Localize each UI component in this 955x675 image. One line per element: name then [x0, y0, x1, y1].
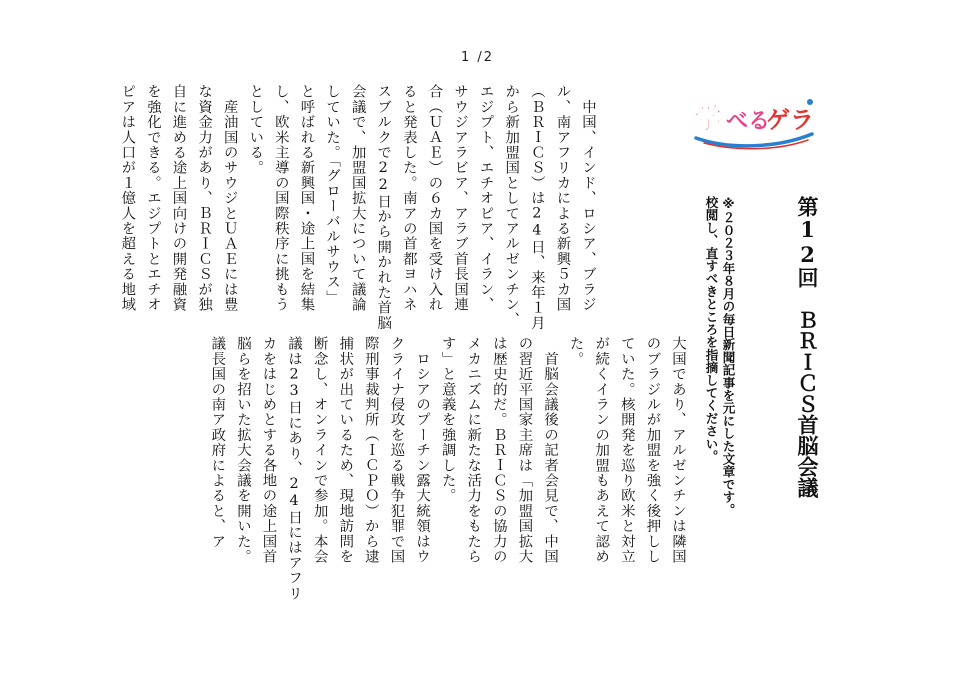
article-line: としている。	[247, 84, 264, 176]
page-number: 1 /2	[460, 50, 495, 65]
article-line: ロシアのプーチン露大統領はウ	[414, 336, 431, 564]
article-line: メカニズムに新たな活力をもたら	[465, 336, 482, 564]
article-line: 際刑事裁判所（ＩＣＰＯ）から逮	[362, 336, 379, 564]
article-line: 捕状が出ているため、現地訪問を	[337, 336, 354, 564]
article-line: す」と意義を強調した。	[439, 336, 456, 504]
article-line: を強化できる。エジプトとエチオ	[144, 84, 161, 312]
article-line: た。	[567, 336, 584, 367]
article-line: 首脳会議後の記者会見で、中国	[542, 336, 559, 564]
article-line: な資金力があり、ＢＲＩＣＳが独	[196, 84, 213, 312]
article-line: 産油国のサウジとＵＡＥには豊	[221, 84, 238, 312]
manaberu-gera-logo	[690, 88, 820, 152]
article-line: 会議で、加盟国拡大について議論	[349, 84, 366, 312]
article-line: 大国であり、アルゼンチンは隣国	[670, 336, 686, 564]
instruction-line: ※２０２３年８月の毎日新聞記事を元にした文章です。	[721, 196, 736, 516]
logo-char-2: べる	[726, 109, 771, 134]
article-line: クライナ侵攻を巡る戦争犯罪で国	[388, 336, 405, 564]
article-line: エジプト、エチオピア、イラン、	[477, 84, 494, 312]
article-line: が続くイランの加盟もあえて認め	[593, 336, 610, 564]
article-line: ピアは人口が１億人を超える地域	[119, 84, 136, 312]
article-line: 議長国の南ア政府によると、ア	[209, 336, 226, 549]
article-line: 中国、インド、ロシア、ブラジ	[580, 84, 596, 312]
logo-char-1: 学	[694, 102, 723, 135]
article-line: 脳らを招いた拡大会議を開いた。	[234, 336, 251, 564]
article-line: 議は23日にあり、24日にはアフリ	[286, 336, 303, 601]
article-line: （ＢＲＩＣＳ）は24日、来年１月	[528, 84, 545, 331]
page-title: 第12回 ＢＲＩＣＳ首脳会議	[795, 196, 820, 498]
article-line: ると発表した。南アの首都ヨハネ	[400, 84, 417, 312]
article-line: スブルクで22日から開かれた首脳	[375, 84, 392, 331]
article-line: カをはじめとする各地の途上国首	[260, 336, 277, 564]
article-line: 自に進める途上国向けの開発融資	[170, 84, 187, 312]
article-line: し、欧米主導の国際秩序に挑もう	[272, 84, 289, 312]
instruction-text	[697, 196, 737, 516]
article-line: と呼ばれる新興国・途上国を結集	[298, 84, 315, 312]
article-line: ル、南アフリカによる新興５カ国	[554, 84, 571, 312]
article-block-upper	[209, 336, 690, 604]
article-line: のブラジルが加盟を強く後押しし	[644, 336, 661, 564]
article-line: は歴史的だ。ＢＲＩＣＳの協力の	[490, 336, 507, 564]
article-line: サウジアラビア、アラブ首長国連	[452, 84, 469, 312]
instruction-line: 校閲し、直すべきところを指摘してください。	[704, 196, 719, 463]
article-line: していた。「グローバルサウス」	[324, 84, 341, 305]
logo-char-3: ゲラ	[766, 106, 814, 134]
article-block-left	[114, 84, 600, 331]
article-line: から新加盟国としてアルゼンチン、	[503, 84, 520, 328]
article-line: 合（ＵＡＥ）の６カ国を受け入れ	[426, 84, 443, 312]
article-line: 断念し、オンラインで参加。本会	[311, 336, 328, 564]
article-line: ていた。核開発を巡り欧米と対立	[618, 336, 635, 564]
article-line: の習近平国家主席は「加盟国拡大	[516, 336, 533, 564]
